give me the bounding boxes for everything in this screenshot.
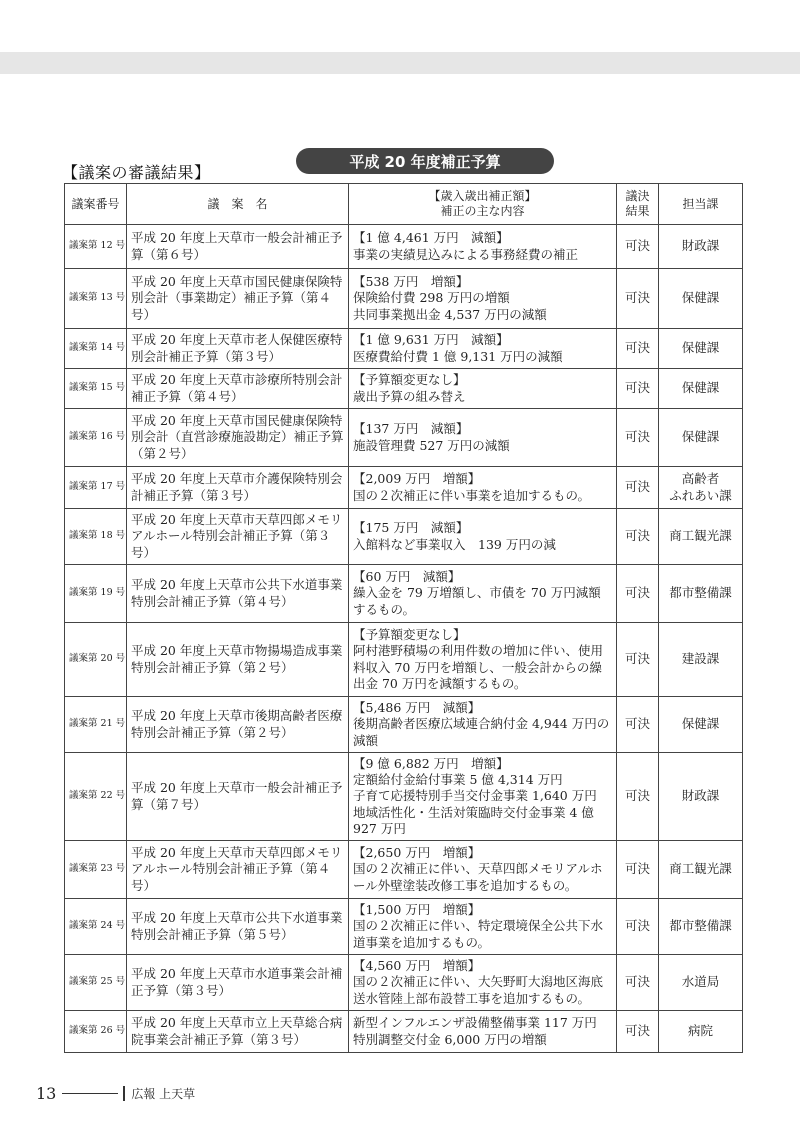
header-result-line-2: 結果 bbox=[625, 204, 650, 218]
resolution-number: 議案第 17 号 bbox=[65, 467, 127, 509]
resolution-number: 議案第 22 号 bbox=[65, 753, 127, 841]
table-header-row bbox=[65, 184, 743, 225]
content-line: 【予算額変更なし】 bbox=[353, 372, 466, 388]
footer-bar bbox=[123, 1086, 125, 1101]
table-row bbox=[65, 697, 743, 753]
content-line: 【2,650 万円 増額】 bbox=[353, 845, 481, 861]
footer-rule bbox=[62, 1093, 118, 1094]
resolution-number: 議案第 16 号 bbox=[65, 409, 127, 467]
header-name: 議 案 名 bbox=[127, 184, 349, 225]
dept-line: 商工観光課 bbox=[669, 861, 732, 877]
resolution-name: 平成 20 年度上天草市介護保険特別会計補正予算（第３号） bbox=[127, 467, 349, 509]
resolution-content bbox=[349, 623, 617, 697]
table-row bbox=[65, 509, 743, 565]
dept-line: 都市整備課 bbox=[669, 585, 732, 601]
page-number: 13 bbox=[36, 1084, 57, 1103]
resolution-result: 可決 bbox=[617, 623, 659, 697]
content-line: 施設管理費 527 万円の減額 bbox=[353, 437, 510, 453]
resolution-content bbox=[349, 329, 617, 369]
dept-line: 保健課 bbox=[681, 290, 720, 306]
content-line: 国の２次補正に伴い事業を追加するもの。 bbox=[353, 487, 591, 503]
resolution-number: 議案第 14 号 bbox=[65, 329, 127, 369]
content-line: 共同事業拠出金 4,537 万円の減額 bbox=[353, 306, 547, 322]
table-row bbox=[65, 329, 743, 369]
resolution-name: 平成 20 年度上天草市一般会計補正予算（第６号） bbox=[127, 225, 349, 269]
resolution-result: 可決 bbox=[617, 225, 659, 269]
resolution-name: 平成 20 年度上天草市水道事業会計補正予算（第３号） bbox=[127, 955, 349, 1011]
resolution-result: 可決 bbox=[617, 899, 659, 955]
content-line: 特別調整交付金 6,000 万円の増額 bbox=[353, 1031, 547, 1047]
responsible-dept bbox=[659, 369, 743, 409]
resolution-name: 平成 20 年度上天草市天草四郎メモリアルホール特別会計補正予算（第４号） bbox=[127, 841, 349, 899]
resolution-content bbox=[349, 1011, 617, 1053]
dept-line: 建設課 bbox=[681, 651, 720, 667]
content-line: 医療費給付費 1 億 9,131 万円の減額 bbox=[353, 348, 563, 364]
dept-line: 財政課 bbox=[681, 238, 720, 254]
content-line: 子育て応援特別手当交付金事業 1,640 万円 bbox=[353, 788, 597, 804]
content-line: 歳出予算の組み替え bbox=[353, 388, 466, 404]
resolution-number: 議案第 18 号 bbox=[65, 509, 127, 565]
header-content bbox=[349, 184, 617, 225]
dept-line: 財政課 bbox=[681, 788, 720, 804]
table-row bbox=[65, 467, 743, 509]
dept-line: 高齢者 bbox=[681, 471, 720, 487]
resolution-content bbox=[349, 697, 617, 753]
responsible-dept bbox=[659, 623, 743, 697]
table-row bbox=[65, 1011, 743, 1053]
table-row bbox=[65, 565, 743, 623]
resolution-result: 可決 bbox=[617, 753, 659, 841]
dept-line: 都市整備課 bbox=[669, 918, 732, 934]
resolution-number: 議案第 13 号 bbox=[65, 269, 127, 329]
responsible-dept bbox=[659, 955, 743, 1011]
dept-line: ふれあい課 bbox=[669, 487, 732, 503]
content-line: 入館料など事業収入 139 万円の減 bbox=[353, 536, 556, 552]
content-line: 阿村港野積場の利用件数の増加に伴い、使用料収入 70 万円を増額し、一般会計からの繰出金 70 万円を減額するもの。 bbox=[353, 643, 604, 691]
responsible-dept bbox=[659, 467, 743, 509]
resolution-number: 議案第 19 号 bbox=[65, 565, 127, 623]
resolution-content bbox=[349, 369, 617, 409]
responsible-dept bbox=[659, 329, 743, 369]
dept-line: 保健課 bbox=[681, 340, 720, 356]
content-line: 【予算額変更なし】 bbox=[353, 627, 466, 642]
header-result-line-1: 議決 bbox=[625, 189, 650, 203]
resolution-name: 平成 20 年度上天草市国民健康保険特別会計（直営診療施設勘定）補正予算（第２号） bbox=[127, 409, 349, 467]
resolution-name: 平成 20 年度上天草市公共下水道事業特別会計補正予算（第５号） bbox=[127, 899, 349, 955]
content-line: 繰入金を 79 万増額し、市債を 70 万円減額するもの。 bbox=[353, 585, 601, 617]
table-row bbox=[65, 409, 743, 467]
header-content-line-2: 補正の主な内容 bbox=[440, 204, 525, 218]
dept-line: 水道局 bbox=[681, 974, 720, 990]
top-band bbox=[0, 52, 800, 74]
resolution-result: 可決 bbox=[617, 697, 659, 753]
resolution-result: 可決 bbox=[617, 509, 659, 565]
dept-line: 商工観光課 bbox=[669, 528, 732, 544]
resolution-number: 議案第 15 号 bbox=[65, 369, 127, 409]
resolution-number: 議案第 25 号 bbox=[65, 955, 127, 1011]
responsible-dept bbox=[659, 565, 743, 623]
resolution-result: 可決 bbox=[617, 955, 659, 1011]
resolution-result: 可決 bbox=[617, 409, 659, 467]
resolution-result: 可決 bbox=[617, 467, 659, 509]
resolution-result: 可決 bbox=[617, 369, 659, 409]
resolution-content bbox=[349, 467, 617, 509]
resolution-name: 平成 20 年度上天草市公共下水道事業特別会計補正予算（第４号） bbox=[127, 565, 349, 623]
dept-line: 保健課 bbox=[681, 380, 720, 396]
content-line: 【60 万円 減額】 bbox=[353, 569, 461, 585]
table-row bbox=[65, 899, 743, 955]
resolution-content bbox=[349, 899, 617, 955]
resolution-name: 平成 20 年度上天草市国民健康保険特別会計（事業勘定）補正予算（第４号） bbox=[127, 269, 349, 329]
content-line: 国の２次補正に伴い、大矢野町大潟地区海底送水管陸上部布設替工事を追加するもの。 bbox=[353, 974, 604, 1006]
content-line: 【137 万円 減額】 bbox=[353, 421, 469, 437]
content-line: 【538 万円 増額】 bbox=[353, 274, 469, 290]
responsible-dept bbox=[659, 269, 743, 329]
content-line: 【1,500 万円 増額】 bbox=[353, 902, 481, 918]
table-row bbox=[65, 369, 743, 409]
responsible-dept bbox=[659, 509, 743, 565]
content-line: 後期高齢者医療広域連合納付金 4,944 万円の減額 bbox=[353, 716, 610, 748]
resolution-content bbox=[349, 225, 617, 269]
resolution-result: 可決 bbox=[617, 269, 659, 329]
content-line: 定額給付金給付事業 5 億 4,314 万円 bbox=[353, 772, 563, 788]
resolution-content bbox=[349, 841, 617, 899]
resolution-number: 議案第 20 号 bbox=[65, 623, 127, 697]
resolution-name: 平成 20 年度上天草市物揚場造成事業特別会計補正予算（第２号） bbox=[127, 623, 349, 697]
resolution-content bbox=[349, 509, 617, 565]
page-title: 平成 20 年度補正予算 bbox=[296, 148, 554, 174]
resolution-number: 議案第 12 号 bbox=[65, 225, 127, 269]
resolution-name: 平成 20 年度上天草市立上天草総合病院事業会計補正予算（第３号） bbox=[127, 1011, 349, 1053]
resolutions-table bbox=[64, 183, 743, 1053]
content-line: 【1 億 9,631 万円 減額】 bbox=[353, 332, 509, 348]
content-line: 【9 億 6,882 万円 増額】 bbox=[353, 755, 509, 771]
content-line: 【5,486 万円 減額】 bbox=[353, 700, 481, 716]
section-heading: 【議案の審議結果】 bbox=[62, 163, 211, 182]
resolution-name: 平成 20 年度上天草市老人保健医療特別会計補正予算（第３号） bbox=[127, 329, 349, 369]
header-result bbox=[617, 184, 659, 225]
table-row bbox=[65, 623, 743, 697]
content-line: 保険給付費 298 万円の増額 bbox=[353, 290, 510, 306]
resolution-name: 平成 20 年度上天草市一般会計補正予算（第７号） bbox=[127, 753, 349, 841]
dept-line: 保健課 bbox=[681, 429, 720, 445]
dept-line: 保健課 bbox=[681, 716, 720, 732]
page-footer bbox=[36, 1084, 195, 1103]
resolution-content bbox=[349, 753, 617, 841]
content-line: 【2,009 万円 増額】 bbox=[353, 471, 481, 487]
resolution-name: 平成 20 年度上天草市天草四郎メモリアルホール特別会計補正予算（第３号） bbox=[127, 509, 349, 565]
responsible-dept bbox=[659, 753, 743, 841]
responsible-dept bbox=[659, 1011, 743, 1053]
resolution-name: 平成 20 年度上天草市診療所特別会計補正予算（第４号） bbox=[127, 369, 349, 409]
resolution-name: 平成 20 年度上天草市後期高齢者医療特別会計補正予算（第２号） bbox=[127, 697, 349, 753]
resolution-number: 議案第 21 号 bbox=[65, 697, 127, 753]
responsible-dept bbox=[659, 409, 743, 467]
resolution-content bbox=[349, 409, 617, 467]
resolution-content bbox=[349, 269, 617, 329]
resolution-number: 議案第 23 号 bbox=[65, 841, 127, 899]
resolution-result: 可決 bbox=[617, 329, 659, 369]
table-row bbox=[65, 841, 743, 899]
content-line: 事業の実績見込みによる事務経費の補正 bbox=[353, 246, 579, 262]
resolution-result: 可決 bbox=[617, 565, 659, 623]
table-row bbox=[65, 269, 743, 329]
responsible-dept bbox=[659, 899, 743, 955]
resolution-number: 議案第 24 号 bbox=[65, 899, 127, 955]
content-line: 国の２次補正に伴い、天草四郎メモリアルホール外壁塗装改修工事を追加するもの。 bbox=[353, 861, 603, 893]
responsible-dept bbox=[659, 841, 743, 899]
resolution-content bbox=[349, 955, 617, 1011]
header-number: 議案番号 bbox=[65, 184, 127, 225]
dept-line: 病院 bbox=[687, 1023, 713, 1039]
resolution-content bbox=[349, 565, 617, 623]
content-line: 【4,560 万円 増額】 bbox=[353, 958, 481, 974]
resolution-number: 議案第 26 号 bbox=[65, 1011, 127, 1053]
header-content-line-1: 【歳入歳出補正額】 bbox=[428, 189, 537, 203]
content-line: 国の２次補正に伴い、特定環境保全公共下水道事業を追加するもの。 bbox=[353, 918, 604, 950]
table-row bbox=[65, 753, 743, 841]
header-dept: 担当課 bbox=[659, 184, 743, 225]
responsible-dept bbox=[659, 697, 743, 753]
table-body bbox=[65, 225, 743, 1053]
table-row bbox=[65, 955, 743, 1011]
resolution-result: 可決 bbox=[617, 841, 659, 899]
resolution-result: 可決 bbox=[617, 1011, 659, 1053]
content-line: 【1 億 4,461 万円 減額】 bbox=[353, 230, 509, 246]
content-line: 地域活性化・生活対策臨時交付金事業 4 億 927 万円 bbox=[353, 804, 594, 836]
publication-name: 広報 上天草 bbox=[131, 1087, 196, 1101]
content-line: 【175 万円 減額】 bbox=[353, 520, 469, 536]
content-line: 新型インフルエンザ設備整備事業 117 万円 bbox=[353, 1015, 597, 1031]
responsible-dept bbox=[659, 225, 743, 269]
table-row bbox=[65, 225, 743, 269]
